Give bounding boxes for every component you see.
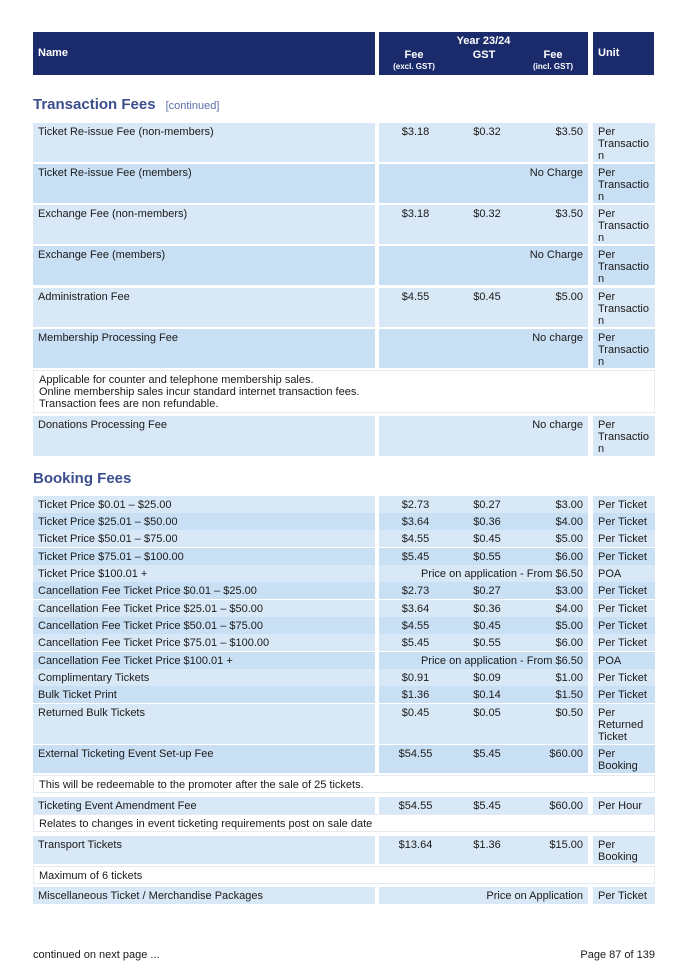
table-row: Ticket Price $50.01 – $75.00 $4.55 $0.45 $5.00 Per Ticket: [33, 530, 655, 547]
table-row: Cancellation Fee Ticket Price $0.01 – $25.00 $2.73 $0.27 $3.00 Per Ticket: [33, 582, 655, 599]
table-row: Cancellation Fee Ticket Price $25.01 – $50.00 $3.64 $0.36 $4.00 Per Ticket: [33, 600, 655, 617]
note-line: Transaction fees are non refundable.: [39, 398, 219, 410]
table-row: Transport Tickets $13.64 $1.36 $15.00 Per Booking: [33, 836, 655, 864]
table-row: Ticket Price $0.01 – $25.00 $2.73 $0.27 $3.00 Per Ticket: [33, 496, 655, 513]
table-row: Complimentary Tickets $0.91 $0.09 $1.00 Per Ticket: [33, 669, 655, 686]
table-row: Miscellaneous Ticket / Merchandise Packages Price on Application Per Ticket: [33, 887, 655, 904]
table-row: Ticketing Event Amendment Fee $54.55 $5.45 $60.00 Per Hour: [33, 797, 655, 814]
table-row: Ticket Price $25.01 – $50.00 $3.64 $0.36 $4.00 Per Ticket: [33, 513, 655, 530]
note-line: Online membership sales incur standard internet transaction fees.: [39, 386, 360, 398]
table-row: Exchange Fee (members) No Charge Per Transactio n: [33, 246, 655, 285]
table-row: External Ticketing Event Set-up Fee $54.55 $5.45 $60.00 Per Booking: [33, 745, 655, 773]
note-row: Maximum of 6 tickets: [33, 866, 655, 884]
table-row: Cancellation Fee Ticket Price $100.01 + Price on application - From $6.50 POA: [33, 652, 655, 669]
column-header-fee-excl: Fee (excl. GST): [393, 49, 435, 71]
table-row: Ticket Price $75.01 – $100.00 $5.45 $0.55 $6.00 Per Ticket: [33, 548, 655, 565]
table-row: Membership Processing Fee No charge Per Transactio n: [33, 329, 655, 368]
page-number: Page 87 of 139: [580, 949, 655, 961]
note-row: This will be redeemable to the promoter after the sale of 25 tickets.: [33, 775, 655, 793]
table-row: Ticket Price $100.01 + Price on application - From $6.50 POA: [33, 565, 655, 582]
column-header-fee-incl: Fee (incl. GST): [533, 49, 573, 71]
continued-footer: continued on next page ...: [33, 949, 160, 961]
column-header-fees: [379, 32, 588, 75]
column-header-name: Name: [33, 32, 375, 75]
table-row: Ticket Re-issue Fee (non-members) $3.18 $0.32 $3.50 Per Transactio n: [33, 123, 655, 162]
column-header-unit: Unit: [593, 32, 654, 75]
table-row: Administration Fee $4.55 $0.45 $5.00 Per Transactio n: [33, 288, 655, 327]
section-title-booking-fees: Booking Fees: [33, 470, 132, 487]
table-row: Ticket Re-issue Fee (members) No Charge Per Transactio n: [33, 164, 655, 203]
table-row: Donations Processing Fee No charge Per Transactio n: [33, 416, 655, 456]
column-header-gst: GST: [472, 49, 496, 61]
note-row: Relates to changes in event ticketing requirements post on sale date: [33, 814, 655, 832]
column-header-year: Year 23/24: [456, 35, 511, 47]
table-row: Bulk Ticket Print $1.36 $0.14 $1.50 Per Ticket: [33, 686, 655, 703]
table-row: Returned Bulk Tickets $0.45 $0.05 $0.50 Per Returned Ticket: [33, 704, 655, 744]
section-title-transaction-fees: Transaction Fees [continued]: [33, 96, 220, 113]
continued-label: [continued]: [165, 100, 220, 112]
note-line: Applicable for counter and telephone membership sales.: [39, 374, 314, 386]
table-row: Exchange Fee (non-members) $3.18 $0.32 $3.50 Per Transactio n: [33, 205, 655, 244]
table-row: Cancellation Fee Ticket Price $50.01 – $75.00 $4.55 $0.45 $5.00 Per Ticket: [33, 617, 655, 634]
table-row: Cancellation Fee Ticket Price $75.01 – $100.00 $5.45 $0.55 $6.00 Per Ticket: [33, 634, 655, 651]
note-row: [33, 370, 655, 413]
